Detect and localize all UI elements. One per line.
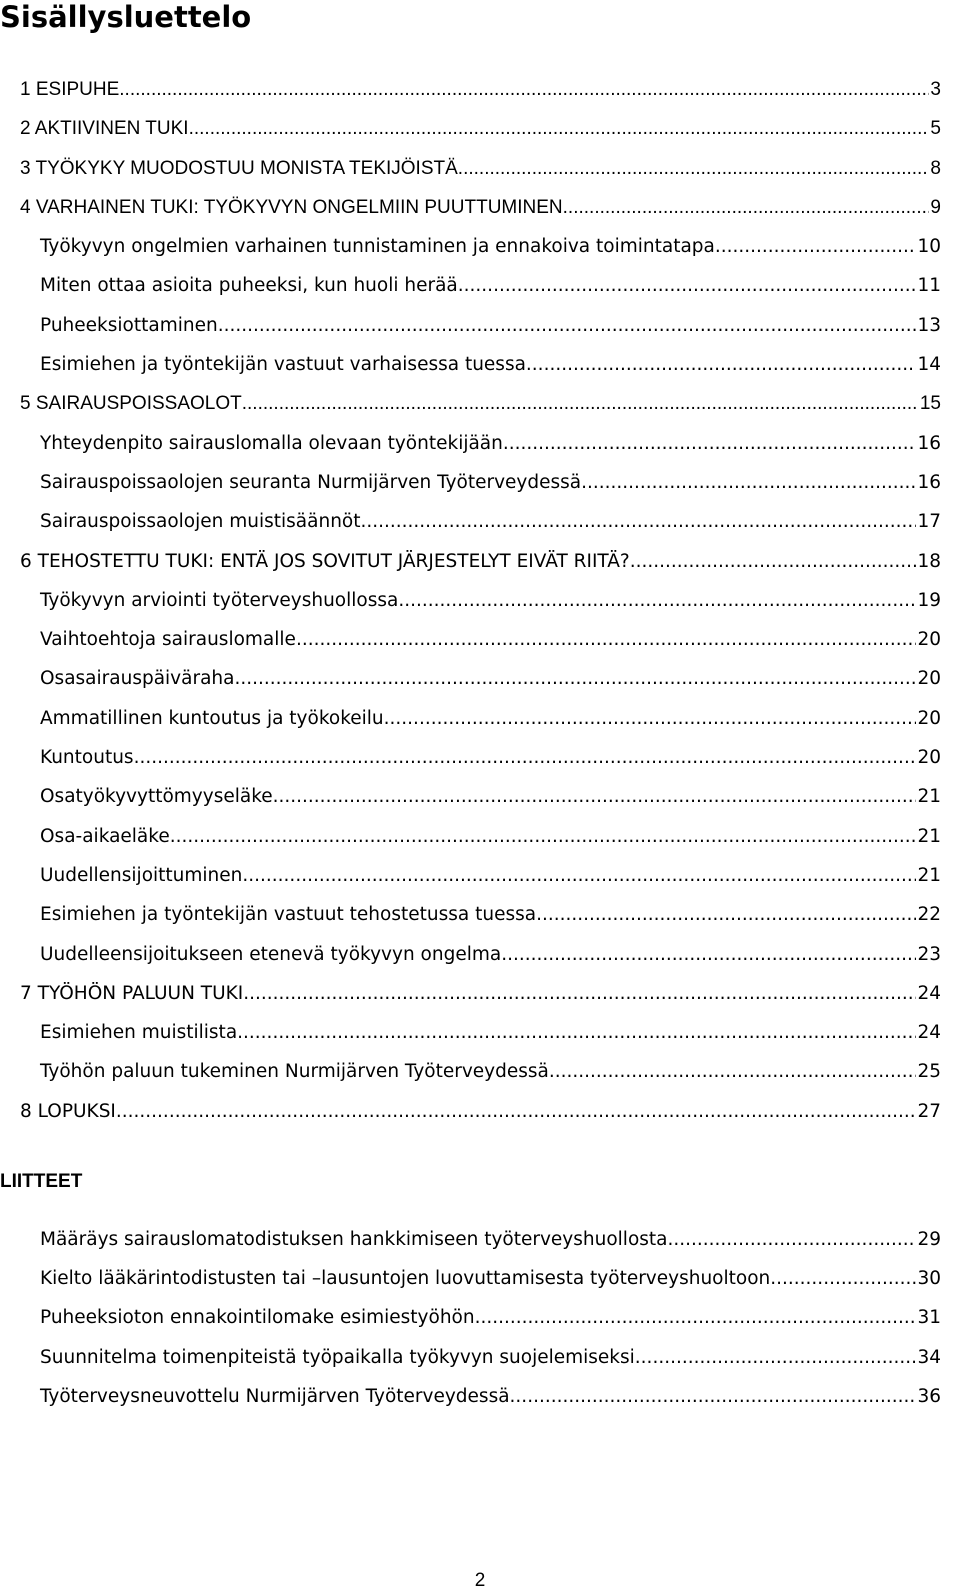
toc-entry[interactable]	[0, 386, 960, 425]
toc-subentry[interactable]	[0, 779, 960, 818]
toc-leader-dots	[510, 1385, 917, 1409]
toc-leader-dots	[189, 117, 930, 141]
toc-entry-page: 14	[917, 354, 941, 376]
toc-entry-title: Esimiehen ja työntekijän vastuut tehostetussa tuessa	[40, 904, 537, 926]
toc-entry-page: 13	[917, 314, 941, 336]
toc-entry-title: 7 TYÖHÖN PALUUN TUKI	[20, 982, 244, 1004]
appendix-entry-page: 30	[917, 1268, 941, 1290]
toc-subentry[interactable]	[0, 426, 960, 465]
toc-subentry[interactable]	[0, 347, 960, 386]
toc-entry-title: Uudellensijoittuminen	[40, 864, 243, 886]
toc-entry-page: 19	[917, 589, 941, 611]
appendices-heading: LIITTEET	[0, 1171, 83, 1192]
toc-entry-page: 27	[917, 1100, 941, 1122]
toc-leader-dots	[170, 825, 917, 849]
toc-leader-dots	[581, 471, 916, 495]
toc-entry-title: Miten ottaa asioita puheeksi, kun huoli herää	[40, 275, 458, 297]
toc-entry-title: 4 VARHAINEN TUKI: TYÖKYVYN ONGELMIIN PUUTTUMINEN	[20, 196, 563, 218]
toc-entry-page: 5	[930, 118, 941, 140]
appendix-entry-page: 34	[917, 1346, 941, 1368]
toc-entry-page: 20	[917, 668, 941, 690]
appendix-entry-title: Suunnitelma toimenpiteistä työpaikalla työkyvyn suojelemiseksi	[40, 1346, 635, 1368]
toc-entry-page: 22	[917, 904, 941, 926]
toc-entry[interactable]	[0, 976, 960, 1015]
toc-subentry[interactable]	[0, 268, 960, 307]
toc-entry-title: Esimiehen muistilista	[40, 1022, 238, 1044]
toc-entry[interactable]	[0, 190, 960, 229]
toc-entry-title: 1 ESIPUHE	[20, 79, 120, 100]
toc-entry-page: 3	[930, 79, 941, 100]
toc-entry-page: 16	[917, 471, 941, 493]
toc-leader-dots	[242, 864, 916, 888]
toc-entry-title: Puheeksiottaminen	[40, 314, 218, 336]
appendix-entry-page: 31	[917, 1307, 941, 1329]
toc-entry[interactable]	[0, 1094, 960, 1133]
appendix-entry-title: Puheeksioton ennakointilomake esimiestyöhön	[40, 1307, 475, 1329]
toc-leader-dots	[635, 1346, 917, 1370]
toc-entry[interactable]	[0, 544, 960, 583]
toc-subentry[interactable]	[0, 740, 960, 779]
toc-leader-dots	[526, 353, 917, 377]
toc-entry-page: 20	[917, 707, 941, 729]
toc-entry-title: Esimiehen ja työntekijän vastuut varhaisessa tuessa	[40, 354, 526, 376]
toc-entry[interactable]	[0, 151, 960, 190]
toc-entry-title: Osasairauspäiväraha	[40, 668, 235, 690]
toc-entry-page: 21	[917, 864, 941, 886]
appendix-entry[interactable]	[0, 1300, 960, 1339]
toc-leader-dots	[234, 667, 916, 691]
toc-subentry[interactable]	[0, 622, 960, 661]
toc-subentry[interactable]	[0, 308, 960, 347]
toc-subentry[interactable]	[0, 1015, 960, 1054]
toc-entry-title: Vaihtoehtoja sairauslomalle	[40, 629, 296, 651]
toc-leader-dots	[503, 432, 917, 456]
toc-entry-page: 11	[917, 275, 941, 297]
appendix-entry-page: 29	[917, 1229, 941, 1250]
toc-leader-dots	[563, 196, 930, 220]
toc-subentry[interactable]	[0, 858, 960, 897]
toc-entry-title: Osatyökyvyttömyyseläke	[40, 786, 273, 808]
toc-leader-dots	[458, 157, 930, 181]
toc-subentry[interactable]	[0, 1054, 960, 1093]
toc-entry-title: Kuntoutus	[40, 747, 134, 769]
toc-entry-page: 23	[917, 943, 941, 965]
toc-entry-title: Sairauspoissaolojen muistisäännöt	[40, 511, 361, 533]
toc-subentry[interactable]	[0, 819, 960, 858]
toc-entry-title: 5 SAIRAUSPOISSAOLOT	[20, 393, 242, 415]
appendix-entry[interactable]	[0, 1340, 960, 1379]
toc-entry[interactable]	[0, 111, 960, 150]
toc-leader-dots	[119, 78, 929, 102]
toc-entry-page: 20	[917, 629, 941, 651]
toc-subentry[interactable]	[0, 661, 960, 700]
appendix-entry-title: Kielto lääkärintodistusten tai –lausuntojen luovuttamisesta työterveyshuoltoon	[40, 1268, 771, 1290]
toc-leader-dots	[361, 510, 917, 534]
toc-leader-dots	[384, 707, 917, 731]
toc-leader-dots	[630, 550, 917, 574]
toc-leader-dots	[116, 1100, 917, 1124]
page-number: 2	[474, 1570, 486, 1591]
toc-leader-dots	[243, 982, 916, 1006]
toc-leader-dots	[458, 274, 917, 298]
toc-entry-title: Uudelleensijoitukseen etenevä työkyvyn ongelma	[40, 943, 502, 965]
toc-entry-title: Työkyvyn arviointi työterveyshuollossa	[40, 589, 399, 611]
toc-leader-dots	[218, 314, 917, 338]
toc-entry[interactable]	[0, 72, 960, 111]
toc-leader-dots	[237, 1021, 916, 1045]
toc-entry-title: Työhön paluun tukeminen Nurmijärven Työterveydessä	[40, 1061, 549, 1083]
toc-leader-dots	[715, 235, 917, 259]
appendix-entry-page: 36	[917, 1385, 941, 1407]
toc-leader-dots	[134, 746, 917, 770]
toc-entry-title: Työkyvyn ongelmien varhainen tunnistaminen ja ennakoiva toimintatapa	[40, 236, 715, 258]
toc-entry-page: 24	[917, 1022, 941, 1044]
appendix-entry[interactable]	[0, 1261, 960, 1300]
toc-entry-title: 2 AKTIIVINEN TUKI	[20, 118, 189, 140]
table-of-contents	[0, 72, 960, 1133]
toc-subentry[interactable]	[0, 583, 960, 622]
toc-subentry[interactable]	[0, 465, 960, 504]
toc-leader-dots	[475, 1306, 917, 1330]
toc-leader-dots	[536, 903, 916, 927]
toc-subentry[interactable]	[0, 937, 960, 976]
toc-entry-page: 17	[917, 511, 941, 533]
toc-entry-title: 8 LOPUKSI	[20, 1100, 116, 1122]
toc-leader-dots	[668, 1228, 917, 1252]
appendix-entry[interactable]	[0, 1222, 960, 1261]
toc-entry-page: 24	[917, 982, 941, 1004]
toc-subentry[interactable]	[0, 701, 960, 740]
toc-entry-page: 16	[917, 432, 941, 454]
toc-entry-page: 25	[917, 1061, 941, 1083]
appendix-entry-title: Työterveysneuvottelu Nurmijärven Työterveydessä	[40, 1385, 510, 1407]
toc-leader-dots	[273, 785, 917, 809]
toc-subentry[interactable]	[0, 504, 960, 543]
toc-entry-page: 9	[930, 196, 941, 218]
toc-leader-dots	[549, 1060, 917, 1084]
toc-leader-dots	[296, 628, 917, 652]
toc-entry-page: 21	[917, 825, 941, 847]
toc-entry-page: 8	[930, 157, 941, 179]
toc-subentry[interactable]	[0, 229, 960, 268]
toc-entry-title: Yhteydenpito sairauslomalla olevaan työntekijään	[40, 432, 503, 454]
toc-entry-page: 10	[917, 236, 941, 258]
toc-subentry[interactable]	[0, 897, 960, 936]
toc-entry-title: Osa-aikaeläke	[40, 825, 170, 847]
toc-entry-page: 18	[917, 550, 941, 572]
toc-entry-page: 21	[917, 786, 941, 808]
toc-leader-dots	[770, 1267, 916, 1291]
toc-entry-title: 3 TYÖKYKY MUODOSTUU MONISTA TEKIJÖISTÄ	[20, 157, 458, 179]
appendix-entry-title: Määräys sairauslomatodistuksen hankkimiseen työterveyshuollosta	[40, 1229, 668, 1250]
toc-entry-title: Ammatillinen kuntoutus ja työkokeilu	[40, 707, 384, 729]
toc-entry-title: Sairauspoissaolojen seuranta Nurmijärven Työterveydessä	[40, 471, 582, 493]
toc-leader-dots	[398, 589, 916, 613]
appendix-entry[interactable]	[0, 1379, 960, 1418]
appendices-list	[0, 1222, 960, 1418]
toc-entry-page: 20	[917, 747, 941, 769]
toc-entry-page: 15	[919, 393, 941, 415]
page-title: Sisällysluettelo	[0, 0, 252, 34]
toc-entry-title: 6 TEHOSTETTU TUKI: ENTÄ JOS SOVITUT JÄRJESTELYT EIVÄT RIITÄ?	[20, 550, 630, 572]
toc-leader-dots	[242, 392, 919, 416]
toc-leader-dots	[501, 943, 916, 967]
